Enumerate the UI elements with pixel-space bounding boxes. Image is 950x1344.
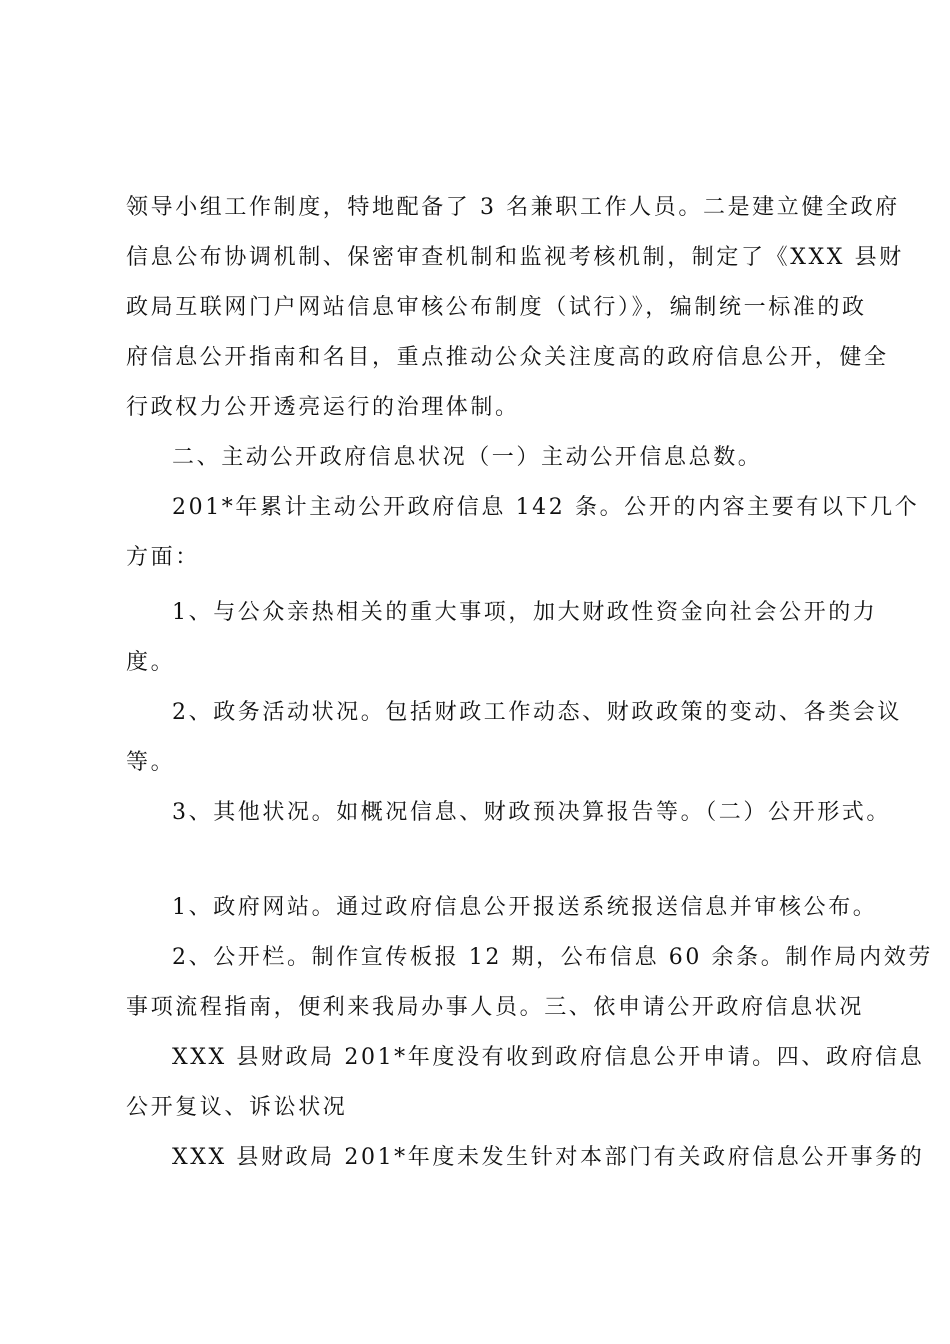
text-line: 领导小组工作制度，特地配备了 3 名兼职工作人员。二是建立健全政府 [126,195,900,220]
text-line: XXX 县财政局 201*年度未发生针对本部门有关政府信息公开事务的 [172,1145,925,1170]
text-line: 事项流程指南，便利来我局办事人员。三、依申请公开政府信息状况 [126,995,865,1020]
list-item: 1、政府网站。通过政府信息公开报送系统报送信息并审核公布。 [172,895,878,920]
text-line: 方面： [126,545,200,570]
list-item: 2、公开栏。制作宣传板报 12 期，公布信息 60 余条。制作局内效劳 [172,945,933,970]
text-line: 度。 [126,650,176,675]
section-heading: 二、主动公开政府信息状况（一）主动公开信息总数。 [172,445,763,470]
text-line: XXX 县财政局 201*年度没有收到政府信息公开申请。四、政府信息 [172,1045,925,1070]
text-line: 府信息公开指南和名目，重点推动公众关注度高的政府信息公开，健全 [126,345,889,370]
text-line: 政局互联网门户网站信息审核公布制度（试行）》，编制统一标准的政 [126,295,867,320]
list-item: 1、与公众亲热相关的重大事项，加大财政性资金向社会公开的力 [172,600,878,625]
text-line: 公开复议、诉讼状况 [126,1095,348,1120]
list-item: 3、其他状况。如概况信息、财政预决算报告等。（二）公开形式。 [172,800,891,825]
text-line: 等。 [126,750,176,775]
text-line: 信息公布协调机制、保密审查机制和监视考核机制，制定了《XXX 县财 [126,245,904,270]
list-item: 2、政务活动状况。包括财政工作动态、财政政策的变动、各类会议 [172,700,902,725]
text-line: 行政权力公开透亮运行的治理体制。 [126,395,520,420]
text-line: 201*年累计主动公开政府信息 142 条。公开的内容主要有以下几个 [172,495,920,520]
